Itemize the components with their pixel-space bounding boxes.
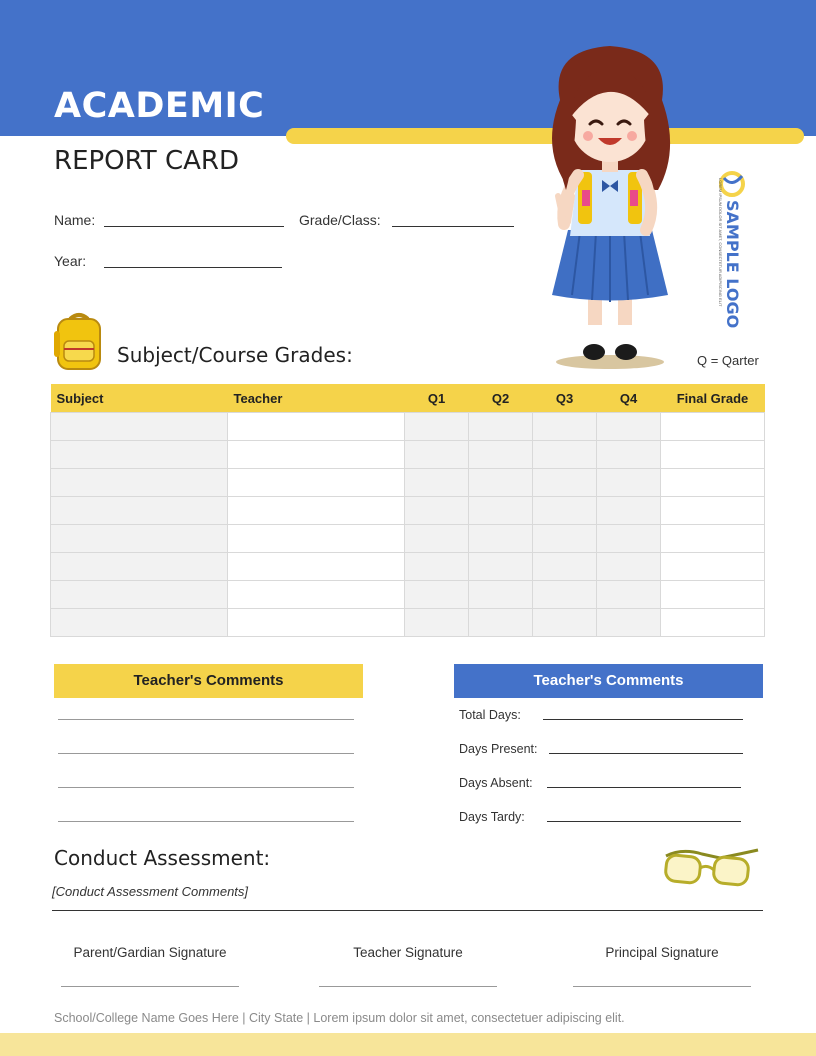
backpack-icon <box>52 311 106 371</box>
col-q4: Q4 <box>597 384 661 413</box>
principal-signature-line[interactable] <box>573 986 751 987</box>
comment-line[interactable] <box>58 821 354 822</box>
table-cell[interactable] <box>51 581 228 609</box>
comment-line[interactable] <box>58 787 354 788</box>
conduct-line[interactable] <box>52 910 763 911</box>
logo-text: SAMPLE LOGO <box>723 200 742 329</box>
table-row <box>51 441 765 469</box>
teacher-comments-header: Teacher's Comments <box>54 664 363 698</box>
table-cell[interactable] <box>597 441 661 469</box>
col-q1: Q1 <box>405 384 469 413</box>
table-cell[interactable] <box>661 441 765 469</box>
days-absent-field[interactable] <box>547 787 741 788</box>
table-cell[interactable] <box>51 609 228 637</box>
table-cell[interactable] <box>405 441 469 469</box>
table-cell[interactable] <box>597 497 661 525</box>
grades-section-title: Subject/Course Grades: <box>117 343 353 367</box>
table-cell[interactable] <box>51 413 228 441</box>
footer-text: School/College Name Goes Here | City State | Lorem ipsum dolor sit amet, consectetuer adipiscing elit. <box>54 1011 625 1025</box>
parent-signature-label: Parent/Gardian Signature <box>73 945 227 960</box>
table-cell[interactable] <box>533 581 597 609</box>
table-cell[interactable] <box>228 469 405 497</box>
logo-tagline: LOREM IPSUM DOLOR SIT AMET, CONSECTETUR ADIPISCING ELIT <box>718 178 723 307</box>
name-label: Name: <box>54 212 96 228</box>
table-cell[interactable] <box>661 469 765 497</box>
table-cell[interactable] <box>597 413 661 441</box>
table-cell[interactable] <box>51 525 228 553</box>
days-absent-label: Days Absent: <box>459 776 533 790</box>
table-cell[interactable] <box>228 497 405 525</box>
table-cell[interactable] <box>405 553 469 581</box>
table-cell[interactable] <box>228 413 405 441</box>
col-subject: Subject <box>51 384 228 413</box>
col-q3: Q3 <box>533 384 597 413</box>
table-cell[interactable] <box>469 553 533 581</box>
table-cell[interactable] <box>469 581 533 609</box>
page-title: ACADEMIC <box>54 86 265 126</box>
table-cell[interactable] <box>405 581 469 609</box>
table-cell[interactable] <box>228 609 405 637</box>
col-q2: Q2 <box>469 384 533 413</box>
table-row <box>51 525 765 553</box>
table-cell[interactable] <box>469 441 533 469</box>
table-cell[interactable] <box>405 525 469 553</box>
table-cell[interactable] <box>228 581 405 609</box>
table-cell[interactable] <box>597 609 661 637</box>
year-label: Year: <box>54 253 87 269</box>
table-cell[interactable] <box>533 525 597 553</box>
table-cell[interactable] <box>533 441 597 469</box>
table-cell[interactable] <box>405 497 469 525</box>
table-cell[interactable] <box>597 553 661 581</box>
teacher-signature-label: Teacher Signature <box>353 945 463 960</box>
days-present-field[interactable] <box>549 753 743 754</box>
conduct-section-title: Conduct Assessment: <box>54 846 271 870</box>
table-cell[interactable] <box>661 553 765 581</box>
table-cell[interactable] <box>228 525 405 553</box>
page-subtitle: REPORT CARD <box>54 146 239 176</box>
col-teacher: Teacher <box>228 384 405 413</box>
table-cell[interactable] <box>597 581 661 609</box>
table-cell[interactable] <box>51 553 228 581</box>
comment-line[interactable] <box>58 753 354 754</box>
principal-signature-label: Principal Signature <box>605 945 719 960</box>
table-cell[interactable] <box>661 497 765 525</box>
comment-line[interactable] <box>58 719 354 720</box>
table-cell[interactable] <box>597 469 661 497</box>
table-cell[interactable] <box>661 609 765 637</box>
sample-logo <box>712 168 748 329</box>
table-row <box>51 413 765 441</box>
table-cell[interactable] <box>661 525 765 553</box>
table-cell[interactable] <box>597 525 661 553</box>
table-cell[interactable] <box>661 413 765 441</box>
grades-table <box>50 384 765 637</box>
table-cell[interactable] <box>405 413 469 441</box>
table-cell[interactable] <box>533 497 597 525</box>
conduct-comments[interactable]: [Conduct Assessment Comments] <box>52 884 249 899</box>
table-cell[interactable] <box>533 609 597 637</box>
quarter-note: Q = Qarter <box>697 353 759 368</box>
table-cell[interactable] <box>533 469 597 497</box>
grade-class-label: Grade/Class: <box>299 212 381 228</box>
table-row <box>51 469 765 497</box>
table-cell[interactable] <box>661 581 765 609</box>
glasses-icon <box>662 844 760 890</box>
table-cell[interactable] <box>469 497 533 525</box>
attendance-header: Teacher's Comments <box>454 664 763 698</box>
table-cell[interactable] <box>533 413 597 441</box>
days-tardy-field[interactable] <box>547 821 741 822</box>
table-cell[interactable] <box>405 469 469 497</box>
table-cell[interactable] <box>51 469 228 497</box>
table-cell[interactable] <box>469 469 533 497</box>
table-cell[interactable] <box>469 413 533 441</box>
table-cell[interactable] <box>228 553 405 581</box>
days-tardy-label: Days Tardy: <box>459 810 525 824</box>
grade-class-field[interactable] <box>392 226 514 227</box>
table-cell[interactable] <box>405 609 469 637</box>
table-cell[interactable] <box>533 553 597 581</box>
table-row <box>51 581 765 609</box>
table-cell[interactable] <box>469 525 533 553</box>
teacher-signature-line[interactable] <box>319 986 497 987</box>
col-final-grade: Final Grade <box>661 384 765 413</box>
year-field[interactable] <box>104 267 282 268</box>
total-days-field[interactable] <box>543 719 743 720</box>
table-cell[interactable] <box>228 441 405 469</box>
name-field[interactable] <box>104 226 284 227</box>
parent-signature-line[interactable] <box>61 986 239 987</box>
table-cell[interactable] <box>51 497 228 525</box>
table-row <box>51 553 765 581</box>
table-cell[interactable] <box>469 609 533 637</box>
table-row <box>51 497 765 525</box>
table-cell[interactable] <box>51 441 228 469</box>
grades-header-row <box>51 384 765 413</box>
table-row <box>51 609 765 637</box>
total-days-label: Total Days: <box>459 708 521 722</box>
footer-band <box>0 1033 816 1056</box>
student-girl-illustration <box>530 40 690 372</box>
days-present-label: Days Present: <box>459 742 538 756</box>
